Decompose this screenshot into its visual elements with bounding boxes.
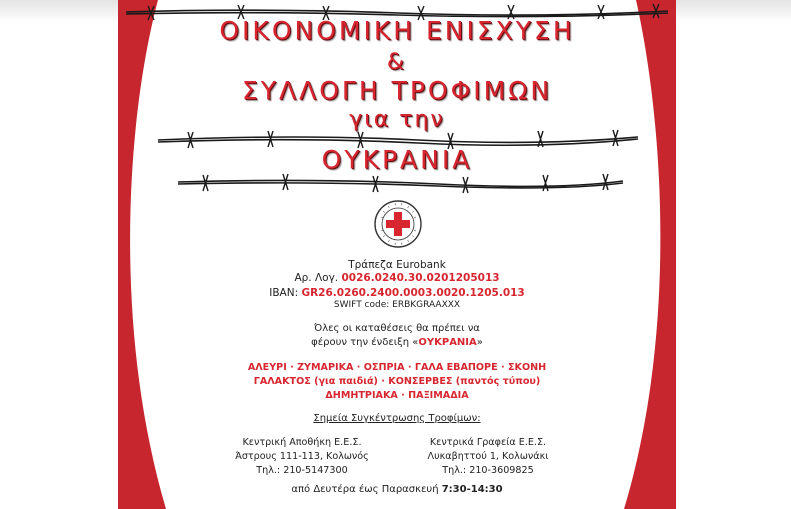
opening-hours [118,484,676,495]
title-line-5: ΟΥΚΡΑΝΙΑ [321,145,473,174]
account-number: 0026.0240.30.0201205013 [341,272,500,284]
warehouse-address: Άστρους 111-113, Κολωνός [235,451,369,462]
hours-days: από Δευτέρα έως Παρασκευή [291,484,439,495]
hours-time: 7:30-14:30 [441,484,503,495]
warehouse-phone: Τηλ.: 210-5147300 [256,465,348,476]
warehouse-name: Κεντρική Αποθήκη Ε.Ε.Σ. [242,437,362,448]
account-label: Αρ. Λογ. [294,272,339,284]
deposit-note-line-2 [118,337,676,348]
food-items-line-3: ΔΗΜΗΤΡΙΑΚΑ · ΠΑΞΙΜΑΔΙΑ [325,390,469,401]
title-line-1: ΟΙΚΟΝΟΜΙΚΗ ΕΝΙΣΧΥΣΗ [219,16,575,45]
title-line-4: για την [349,107,445,132]
deposit-note-highlight: ΟΥΚΡΑΝΙΑ [418,337,477,348]
deposit-note-line-1: Όλες οι καταθέσεις θα πρέπει να [314,323,480,334]
iban-label: IBAN: [269,287,299,299]
collection-point-warehouse [202,436,402,478]
red-cross-logo-icon [373,199,423,249]
title-line-3: ΣΥΛΛΟΓΗ ΤΡΟΦΙΜΩΝ [241,76,553,105]
deposit-note-prefix: φέρουν την ένδειξη « [311,337,419,348]
iban-number: GR26.0260.2400.0003.0020.1205.013 [301,287,525,299]
offices-address: Λυκαβηττού 1, Κολωνάκι [427,451,549,462]
offices-phone: Τηλ.: 210-3609825 [442,465,534,476]
food-items-line-2: ΓΑΛΑΚΤΟΣ (για παιδιά) · ΚΟΝΣΕΡΒΕΣ (παντός τύπου) [253,376,541,387]
account-line [118,272,676,284]
bank-name: Τράπεζα Eurobank [348,259,446,271]
iban-line [118,287,676,299]
collection-point-offices [388,436,588,478]
deposit-note-suffix: » [476,337,483,348]
food-items-line-1: ΑΛΕΥΡΙ · ΖΥΜΑΡΙΚΑ · ΟΣΠΡΙΑ · ΓΑΛΑ ΕΒΑΠΟΡΕ · ΣΚΟΝΗ [247,362,547,373]
poster [118,0,676,509]
swift-code: SWIFT code: ERBKGRAAXXX [333,300,461,310]
title-ampersand: & [386,50,408,75]
collection-points-heading: Σημεία Συγκέντρωσης Τροφίμων: [313,413,481,424]
offices-name: Κεντρικά Γραφεία Ε.Ε.Σ. [429,437,547,448]
